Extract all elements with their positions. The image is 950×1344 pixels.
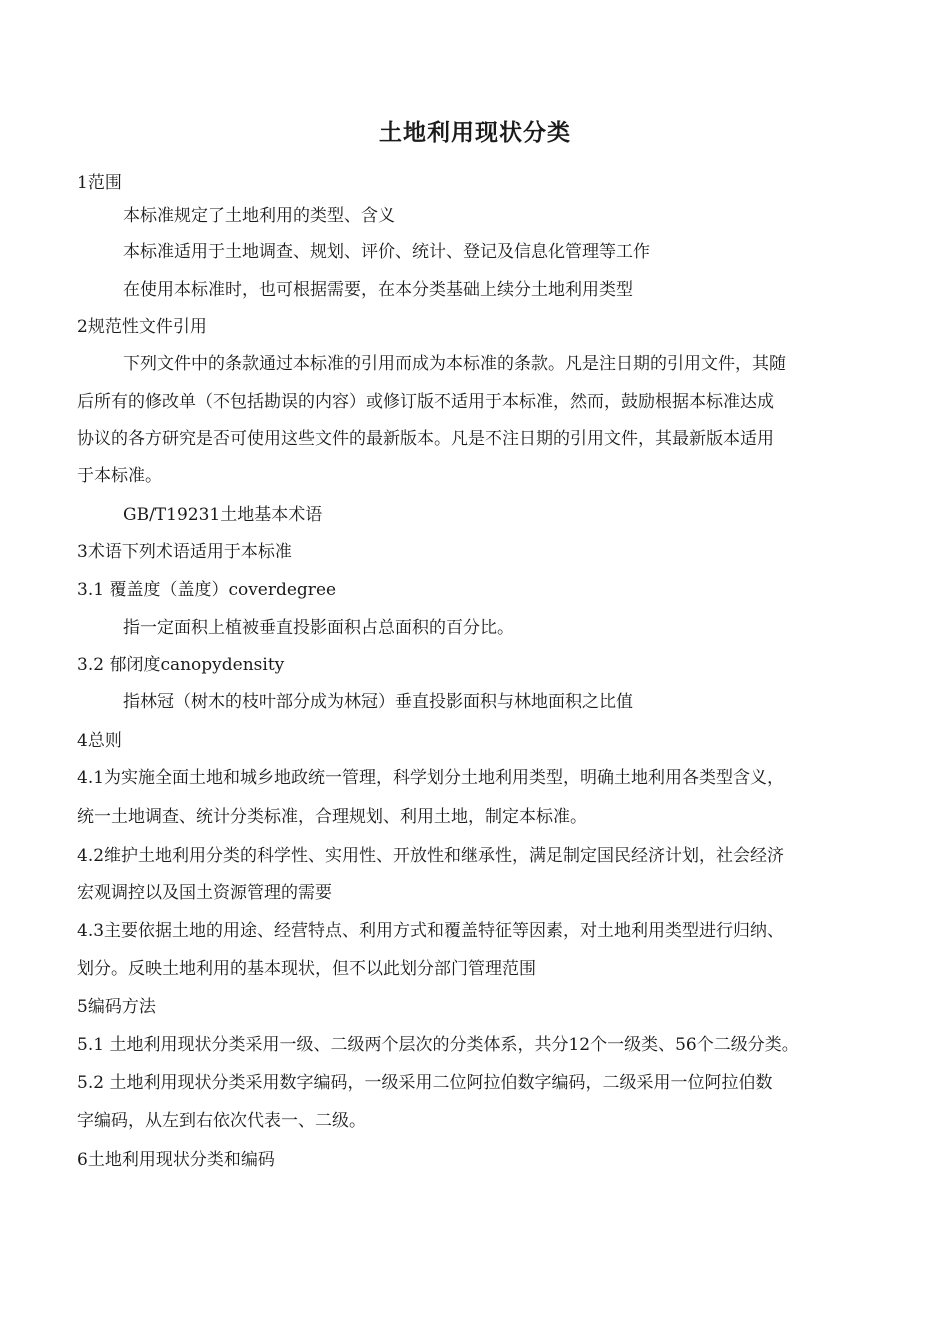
term-definition: 指一定面积上植被垂直投影面积占总面积的百分比。 <box>123 618 514 638</box>
section-heading-scope: 1范围 <box>77 173 122 193</box>
clause: 5.1 土地利用现状分类采用一级、二级两个层次的分类体系，共分12个一级类、56个二级分类。 <box>77 1035 799 1055</box>
paragraph: 本标准规定了土地利用的类型、含义 <box>123 206 395 226</box>
clause: 5.2 土地利用现状分类采用数字编码，一级采用二位阿拉伯数字编码，二级采用一位阿拉伯数 <box>77 1073 773 1093</box>
reference-item: GB/T19231土地基本术语 <box>123 505 323 525</box>
clause: 4.2维护土地利用分类的科学性、实用性、开放性和继承性，满足制定国民经济计划，社会经济 <box>77 846 785 866</box>
clause-continuation: 宏观调控以及国土资源管理的需要 <box>77 883 332 903</box>
paragraph: 在使用本标准时，也可根据需要，在本分类基础上续分土地利用类型 <box>123 280 633 300</box>
section-heading-classification: 6土地利用现状分类和编码 <box>77 1150 275 1170</box>
section-heading-terms: 3术语下列术语适用于本标准 <box>77 542 292 562</box>
clause-continuation: 划分。反映土地利用的基本现状，但不以此划分部门管理范围 <box>77 959 536 979</box>
paragraph: 本标准适用于土地调查、规划、评价、统计、登记及信息化管理等工作 <box>123 242 650 262</box>
paragraph: 下列文件中的条款通过本标准的引用而成为本标准的条款。凡是注日期的引用文件，其随 <box>123 354 786 374</box>
paragraph-continuation: 于本标准。 <box>77 466 162 486</box>
paragraph-continuation: 后所有的修改单（不包括勘误的内容）或修订版不适用于本标准，然而，鼓励根据本标准达成 <box>77 392 774 412</box>
clause: 4.3主要依据土地的用途、经营特点、利用方式和覆盖特征等因素，对土地利用类型进行归纳、 <box>77 921 785 941</box>
term-definition: 指林冠（树木的枝叶部分成为林冠）垂直投影面积与林地面积之比值 <box>123 692 633 712</box>
clause: 4.1为实施全面土地和城乡地政统一管理，科学划分土地利用类型，明确土地利用各类型含义， <box>77 768 785 788</box>
document-title: 土地利用现状分类 <box>379 120 571 146</box>
section-heading-general: 4总则 <box>77 731 122 751</box>
term-heading: 3.2 郁闭度canopydensity <box>77 655 285 675</box>
term-heading: 3.1 覆盖度（盖度）coverdegree <box>77 580 337 600</box>
section-heading-references: 2规范性文件引用 <box>77 317 207 337</box>
paragraph-continuation: 协议的各方研究是否可使用这些文件的最新版本。凡是不注日期的引用文件，其最新版本适用 <box>77 429 774 449</box>
clause-continuation: 字编码，从左到右依次代表一、二级。 <box>77 1111 366 1131</box>
clause-continuation: 统一土地调查、统计分类标准，合理规划、利用土地，制定本标准。 <box>77 807 587 827</box>
section-heading-coding: 5编码方法 <box>77 997 156 1017</box>
